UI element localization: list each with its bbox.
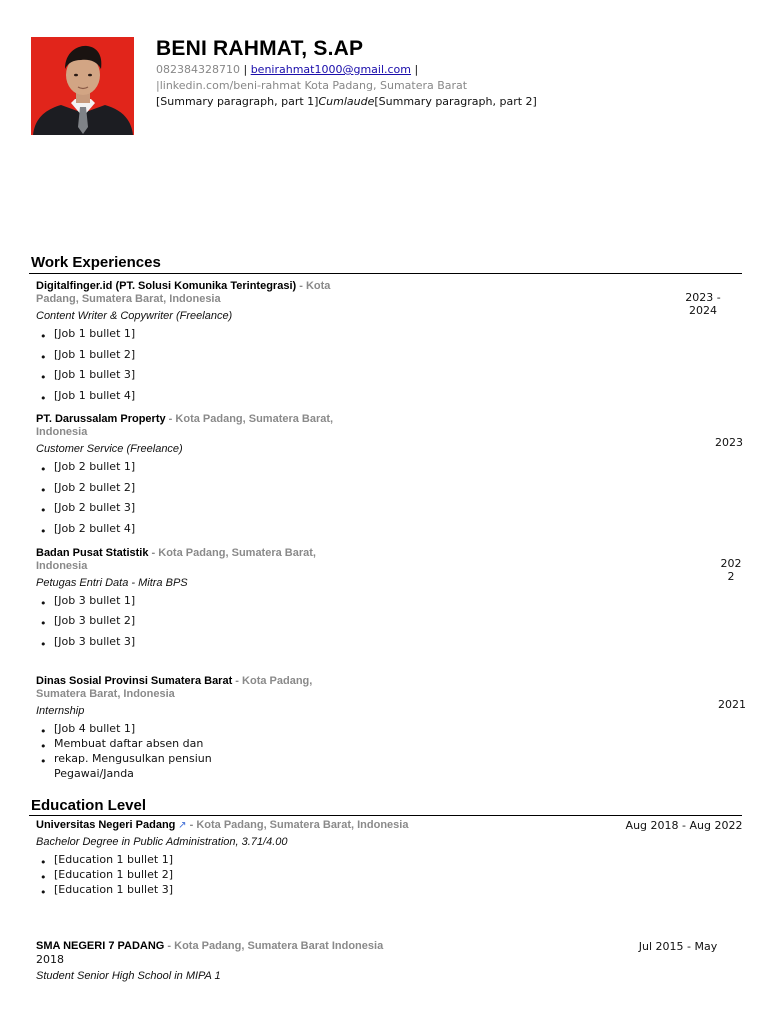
education-school [36,940,736,953]
education-date: Jul 2015 - May [638,940,718,953]
job-role: Content Writer & Copywriter (Freelance) [36,310,233,322]
school-name: Universitas Negeri Padang [36,819,176,831]
job-entry [36,413,736,536]
list-item: • rekap. Mengusulkan pensiun Pegawai/Janda [36,751,244,781]
job-company [36,547,346,573]
section-divider [29,273,742,274]
list-item: • [Job 1 bullet 1] [36,326,736,341]
contact-separator: | [239,63,251,76]
education-heading: Education Level [31,797,147,814]
school-location: - Kota Padang, Sumatera Barat Indonesia [164,940,384,952]
education-entry [36,940,736,983]
contact-separator: | [411,63,419,76]
job-bullets [36,593,686,649]
job-role: Petugas Entri Data - Mitra BPS [36,577,188,589]
company-location: - Kota Padang, Sumatera Barat, Indonesia [36,280,331,305]
list-item: • [Education 1 bullet 2] [36,867,474,882]
job-company [36,675,336,701]
company-name: PT. Darussalam Property [36,413,166,425]
list-item: • [Education 1 bullet 3] [36,882,706,897]
education-date: Aug 2018 - Aug 2022 [625,819,743,832]
education-bullets [36,852,706,897]
education-date-continued: 2018 [36,953,64,966]
list-item: • [Job 1 bullet 2] [36,347,736,362]
candidate-name: BENI RAHMAT, S.AP [156,37,364,60]
job-entry [36,547,736,649]
list-item: • [Job 3 bullet 1] [36,593,686,608]
job-date: 2022 [720,557,742,583]
company-location: - Kota Padang, Sumatera Barat, Indonesia [36,675,313,700]
job-bullets [36,326,736,403]
profile-photo [31,37,134,135]
job-entry [36,675,736,781]
list-item: • [Job 2 bullet 1] [36,459,736,474]
job-role: Customer Service (Freelance) [36,443,183,455]
list-item: • [Job 1 bullet 3] [36,367,736,382]
job-bullets [36,459,736,536]
job-company [36,413,336,439]
education-degree: Student Senior High School in MIPA 1 [36,970,221,982]
job-bullets [36,721,506,781]
company-name: Badan Pusat Statistik [36,547,149,559]
list-item: • [Job 3 bullet 3] [36,634,686,649]
school-name: SMA NEGERI 7 PADANG [36,940,165,952]
list-item: • [Job 4 bullet 1] [36,721,506,736]
company-location: - Kota Padang, Sumatera Barat, Indonesia [36,413,334,438]
list-item: • Membuat daftar absen dan [36,736,506,751]
company-location: - Kota Padang, Sumatera Barat, Indonesia [36,547,316,572]
job-entry [36,280,736,403]
school-location: - Kota Padang, Sumatera Barat, Indonesia [186,819,409,831]
person-portrait-icon [31,37,134,135]
work-experiences-heading: Work Experiences [31,254,161,271]
job-company [36,280,366,306]
summary-text: [Summary paragraph, part 1] [156,95,319,108]
list-item: • [Job 2 bullet 3] [36,500,736,515]
list-item: • [Job 2 bullet 4] [36,521,736,536]
job-date: 2021 [718,698,746,711]
job-date: 2023 - 2024 [685,291,721,317]
list-item: • [Education 1 bullet 1] [36,852,706,867]
external-link-icon[interactable]: ↗ [175,820,187,831]
list-item: • [Job 3 bullet 2] [36,613,686,628]
company-name: Digitalfinger.id (PT. Solusi Komunika Terintegrasi) [36,280,297,292]
list-item: • [Job 2 bullet 2] [36,480,736,495]
phone-number: 082384328710 [156,63,240,76]
email-link[interactable]: benirahmat1000@gmail.com [250,63,412,76]
summary-text-rest: [Summary paragraph, part 2] [374,95,537,108]
resume-header [156,36,716,109]
company-name: Dinas Sosial Provinsi Sumatera Barat [36,675,233,687]
job-date: 2023 [715,436,743,449]
education-degree: Bachelor Degree in Public Administration, 3.71/4.00 [36,836,288,848]
contact-line [156,62,716,78]
education-school [36,819,596,832]
section-divider [29,815,742,816]
list-item: • [Job 1 bullet 4] [36,388,736,403]
profile-summary [156,94,716,109]
job-role: Internship [36,705,85,717]
linkedin-location: |linkedin.com/beni-rahmat Kota Padang, Sumatera Barat [156,79,468,92]
summary-emphasis: Cumlaude [318,95,375,108]
